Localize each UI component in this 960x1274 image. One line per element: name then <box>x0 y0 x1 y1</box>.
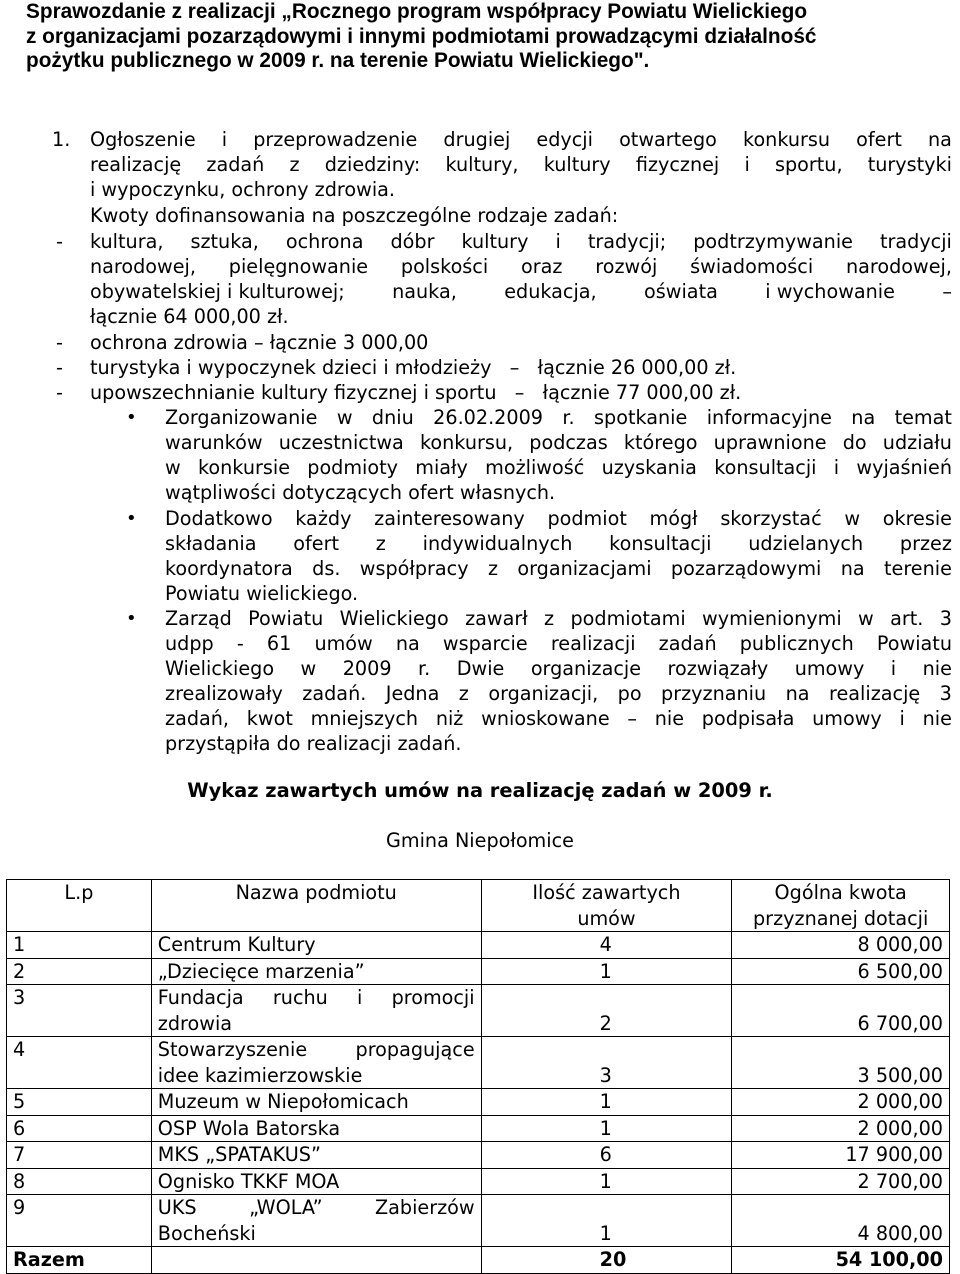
word: Zorganizowanie <box>165 406 318 429</box>
cell-amount: 6 500,00 <box>732 958 950 985</box>
word: indywidualnych <box>422 532 573 555</box>
word: z <box>458 682 469 705</box>
cell-lp: 1 <box>7 932 152 959</box>
section-line-2 <box>90 152 952 177</box>
word: dóbr <box>390 230 435 253</box>
word: 3 <box>939 607 952 630</box>
word: każdy <box>295 507 352 530</box>
word: i <box>357 986 363 1009</box>
word: na <box>840 557 865 580</box>
bullet-2-line-1 <box>165 506 952 531</box>
bullet-3-line-1 <box>165 606 952 631</box>
word: 61 <box>266 632 292 655</box>
word: spotkanie <box>594 406 688 429</box>
word: sztuka, <box>190 230 259 253</box>
cell-amount: 4 800,00 <box>732 1195 950 1247</box>
section-number: 1. <box>52 128 71 151</box>
word: podmiotami <box>570 607 686 630</box>
word: zrealizowały <box>165 682 283 705</box>
word: podtrzymywanie <box>693 230 853 253</box>
header-count: Ilość zawartych umów <box>481 880 732 932</box>
title-line-3: pożytku publicznego w 2009 r. na terenie Powiatu Wielickiego". <box>26 49 650 73</box>
word: nauka, <box>392 280 457 303</box>
word: r. <box>562 406 575 429</box>
word: z <box>375 532 386 555</box>
word: 3 <box>939 682 952 705</box>
word: uprawnione <box>713 431 827 454</box>
word: organizacje <box>530 657 642 680</box>
word: Jedna <box>385 682 440 705</box>
cell-name: MKS „SPATAKUS” <box>151 1142 481 1169</box>
word: organizacjami <box>517 557 652 580</box>
word: Powiatu <box>876 632 952 655</box>
word: w <box>844 507 861 530</box>
word: współpracy <box>359 557 469 580</box>
word: 2009 <box>342 657 392 680</box>
bullet-3-line-4 <box>165 681 952 706</box>
word: miały <box>415 456 468 479</box>
word: Stowarzyszenie <box>157 1038 308 1061</box>
word: rozwój <box>595 255 658 278</box>
word: rozwiązały <box>667 657 769 680</box>
word: konkursu <box>743 128 831 151</box>
table-row <box>7 1115 950 1142</box>
contracts-list-heading: Wykaz zawartych umów na realizację zadań w 2009 r. <box>187 779 773 802</box>
word: zadań <box>206 153 265 176</box>
cell-lp: 5 <box>7 1089 152 1116</box>
bullet-1-line-2 <box>165 430 952 455</box>
word: zadań. <box>302 682 367 705</box>
bullet-2-line-4: Powiatu wielickiego. <box>165 582 359 605</box>
word: składania <box>165 532 257 555</box>
word: przyznaniu <box>661 682 767 705</box>
word: zadań, <box>165 707 230 730</box>
word: drugiej <box>443 128 511 151</box>
table-row <box>7 1089 950 1116</box>
cell-count: 4 <box>481 932 732 959</box>
bullet-3-line-5 <box>165 706 952 731</box>
word: i <box>899 707 905 730</box>
cell-count: 1 <box>481 958 732 985</box>
word: kultury <box>543 153 611 176</box>
word: publicznych <box>739 632 854 655</box>
word: nie <box>922 657 952 680</box>
word: na <box>927 128 952 151</box>
word: w <box>336 406 353 429</box>
cell-amount: 17 900,00 <box>732 1142 950 1169</box>
cell-amount: 8 000,00 <box>732 932 950 959</box>
cell-count: 1 <box>481 1195 732 1247</box>
word: i wychowanie <box>765 280 895 303</box>
header-amount: Ogólna kwota przyznanej dotacji <box>732 880 950 932</box>
table-row <box>7 1142 950 1169</box>
cell-name: UKS „WOLA” Zabierzów Bocheński <box>151 1195 481 1247</box>
table-row <box>7 985 950 1037</box>
table-header-row <box>7 880 950 932</box>
word: organizacji, <box>488 682 599 705</box>
bullet-1-marker: • <box>126 407 137 428</box>
word: konsultacji <box>714 456 817 479</box>
word: 26.02.2009 <box>433 406 544 429</box>
bullet-2-marker: • <box>126 508 137 529</box>
word: fizycznej <box>635 153 720 176</box>
word: narodowej, <box>90 255 196 278</box>
word: do <box>842 431 867 454</box>
word: skorzystać <box>720 507 822 530</box>
word: obywatelskiej i kulturowej; <box>90 280 345 303</box>
contracts-table <box>6 879 950 1274</box>
word: „WOLA” <box>249 1196 323 1219</box>
cell-count: 1 <box>481 1115 732 1142</box>
word: nie <box>654 707 685 730</box>
culture-line-3 <box>90 279 952 304</box>
tourism-amount: turystyka i wypoczynek dzieci i młodzieży – łącznie 26 000,00 zł. <box>90 356 737 379</box>
cell-lp: 8 <box>7 1168 152 1195</box>
table-row <box>7 958 950 985</box>
word: koordynatora <box>165 557 293 580</box>
amounts-intro: Kwoty dofinansowania na poszczególne rodzaje zadań: <box>90 204 619 227</box>
word: zadań <box>658 632 717 655</box>
cell-count: 1 <box>481 1089 732 1116</box>
cell-name: „Dziecięce marzenia” <box>151 958 481 985</box>
word: - <box>236 632 244 655</box>
bullet-3-line-3 <box>165 656 952 681</box>
word: zawarł <box>465 607 528 630</box>
dash-tourism: - <box>56 356 63 379</box>
word: terenie <box>884 557 952 580</box>
word: oświata <box>644 280 718 303</box>
word: i <box>221 128 228 151</box>
word: okresie <box>882 507 952 530</box>
word: otwartego <box>619 128 717 151</box>
word: i <box>555 230 561 253</box>
word: warunków <box>165 431 263 454</box>
word: przez <box>899 532 952 555</box>
cell-name: OSP Wola Batorska <box>151 1115 481 1142</box>
word: Powiatu <box>248 607 324 630</box>
word: w <box>165 456 181 479</box>
header-lp: L.p <box>7 880 152 932</box>
word: udpp <box>165 632 214 655</box>
word: Zabierzów <box>374 1196 475 1219</box>
word: konsultacji <box>609 532 712 555</box>
cell-amount: 2 700,00 <box>732 1168 950 1195</box>
report-title <box>26 0 956 74</box>
word: którego <box>623 431 698 454</box>
word: w <box>858 607 874 630</box>
word: temat <box>894 406 952 429</box>
table-row <box>7 1195 950 1247</box>
word: świadomości <box>690 255 814 278</box>
word: niż <box>435 707 464 730</box>
word: Ogłoszenie <box>90 128 196 151</box>
word: i <box>744 153 750 176</box>
word: zainteresowany <box>374 507 525 530</box>
culture-line-4: łącznie 64 000,00 zł. <box>90 305 289 328</box>
header-name: Nazwa podmiotu <box>151 880 481 932</box>
word: pielęgnowanie <box>228 255 369 278</box>
word: przeprowadzenie <box>253 128 418 151</box>
word: pozarządowymi <box>670 557 822 580</box>
word: uczestnictwa <box>278 431 404 454</box>
word: ofert <box>293 532 340 555</box>
word: kultury <box>461 230 529 253</box>
word: dziedziny: <box>324 153 421 176</box>
word: wymienionymi <box>702 607 842 630</box>
word: – <box>942 280 952 303</box>
word: z <box>289 153 300 176</box>
culture-line-2 <box>90 254 952 279</box>
health-amount: ochrona zdrowia – łącznie 3 000,00 <box>90 331 429 354</box>
word: realizację <box>829 682 921 705</box>
cell-lp: 3 <box>7 985 152 1037</box>
word: Fundacja <box>157 986 244 1009</box>
word: edycji <box>536 128 593 151</box>
dash-sport: - <box>56 381 63 404</box>
cell-amount: 2 000,00 <box>732 1089 950 1116</box>
section-line-3: i wypoczynku, ochrony zdrowia. <box>90 178 396 201</box>
municipality-name: Gmina Niepołomice <box>386 829 574 852</box>
word: podmioty <box>307 456 399 479</box>
bullet-3-marker: • <box>126 608 137 629</box>
word: podmiot <box>547 507 627 530</box>
cell-name: Muzeum w Niepołomicach <box>151 1089 481 1116</box>
word: propagujące <box>355 1038 475 1061</box>
word: polskości <box>400 255 489 278</box>
word: po <box>617 682 642 705</box>
cell-count: 3 <box>481 1037 732 1089</box>
section-line-1 <box>90 127 952 152</box>
cell-name: Centrum Kultury <box>151 932 481 959</box>
word: ruchu <box>272 986 328 1009</box>
bullet-1-line-1 <box>165 405 952 430</box>
word: Zarząd <box>165 607 232 630</box>
word: kultura, <box>90 230 164 253</box>
table-row <box>7 1037 950 1089</box>
word: turystyki <box>867 153 952 176</box>
word: art. <box>890 607 924 630</box>
word: oraz <box>521 255 563 278</box>
word: – <box>627 707 637 730</box>
dash-culture: - <box>56 230 63 253</box>
word: narodowej, <box>845 255 952 278</box>
word: wsparcie <box>442 632 528 655</box>
word: udziału <box>882 431 952 454</box>
word: mniejszych <box>310 707 419 730</box>
word: Dodatkowo <box>165 507 273 530</box>
word: edukacja, <box>504 280 597 303</box>
word: podpisała <box>701 707 795 730</box>
word: nie <box>922 707 952 730</box>
word: konkursie <box>197 456 290 479</box>
culture-line-1 <box>90 229 952 254</box>
bullet-2-line-3 <box>165 556 952 581</box>
word: ofert <box>856 128 902 151</box>
cell-count: 1 <box>481 1168 732 1195</box>
word: umów <box>314 632 373 655</box>
word: i <box>890 657 897 680</box>
word: konkursu, <box>419 431 514 454</box>
word: Wielickiego <box>339 607 449 630</box>
cell-amount: 6 700,00 <box>732 985 950 1037</box>
cell-count: 6 <box>481 1142 732 1169</box>
total-empty <box>151 1247 481 1274</box>
word: mógł <box>649 507 698 530</box>
cell-lp: 2 <box>7 958 152 985</box>
cell-lp: 4 <box>7 1037 152 1089</box>
word: na <box>785 682 810 705</box>
word: realizację <box>90 153 182 176</box>
word: umowy <box>794 657 865 680</box>
word: uzyskania <box>601 456 697 479</box>
cell-amount: 3 500,00 <box>732 1037 950 1089</box>
dash-health: - <box>56 331 63 354</box>
word: r. <box>418 657 431 680</box>
word: w <box>300 657 317 680</box>
word: ds. <box>312 557 341 580</box>
sport-amount: upowszechnianie kultury fizycznej i sportu – łącznie 77 000,00 zł. <box>90 381 742 404</box>
bullet-3-line-2 <box>165 631 952 656</box>
word: promocji <box>391 986 475 1009</box>
word: kultury, <box>445 153 519 176</box>
cell-name: Fundacja ruchu i promocji zdrowia <box>151 985 481 1037</box>
word: i <box>833 456 840 479</box>
word: tradycji <box>879 230 952 253</box>
word: tradycji; <box>587 230 667 253</box>
word: wnioskowane <box>481 707 610 730</box>
title-line-1: Sprawozdanie z realizacji „Rocznego program współpracy Powiatu Wielickiego <box>26 0 808 23</box>
word: udzielanych <box>748 532 864 555</box>
cell-name: Ognisko TKKF MOA <box>151 1168 481 1195</box>
bullet-2-line-2 <box>165 531 952 556</box>
word: z <box>487 557 499 580</box>
word: sportu, <box>774 153 843 176</box>
word: umowy <box>812 707 882 730</box>
cell-count: 2 <box>481 985 732 1037</box>
cell-lp: 7 <box>7 1142 152 1169</box>
word: UKS <box>157 1196 197 1219</box>
word: wyjaśnień <box>856 456 952 479</box>
word: kwot <box>246 707 293 730</box>
word: ochrona <box>285 230 364 253</box>
word: na <box>851 406 876 429</box>
word: dniu <box>371 406 414 429</box>
word: z <box>544 607 555 630</box>
bullet-1-line-4: wątpliwości dotyczących ofert własnych. <box>165 481 556 504</box>
cell-name: Stowarzyszenie propagujące idee kazimierzowskie <box>151 1037 481 1089</box>
table-row <box>7 932 950 959</box>
total-count: 20 <box>481 1247 732 1274</box>
cell-lp: 6 <box>7 1115 152 1142</box>
total-label: Razem <box>7 1247 152 1274</box>
bullet-3-line-6: przystąpiła do realizacji zadań. <box>165 732 462 755</box>
word: podczas <box>529 431 608 454</box>
table-row <box>7 1168 950 1195</box>
word: realizacji <box>550 632 636 655</box>
word: możliwość <box>485 456 585 479</box>
title-line-2: z organizacjami pozarządowymi i innymi podmiotami prowadzącymi działalność <box>26 24 817 48</box>
word: informacyjne <box>706 406 832 429</box>
word: Wielickiego <box>165 657 275 680</box>
bullet-1-line-3 <box>165 455 952 480</box>
word: na <box>395 632 420 655</box>
word: Dwie <box>456 657 505 680</box>
cell-lp: 9 <box>7 1195 152 1247</box>
cell-amount: 2 000,00 <box>732 1115 950 1142</box>
total-amount: 54 100,00 <box>732 1247 950 1274</box>
table-total-row <box>7 1247 950 1274</box>
